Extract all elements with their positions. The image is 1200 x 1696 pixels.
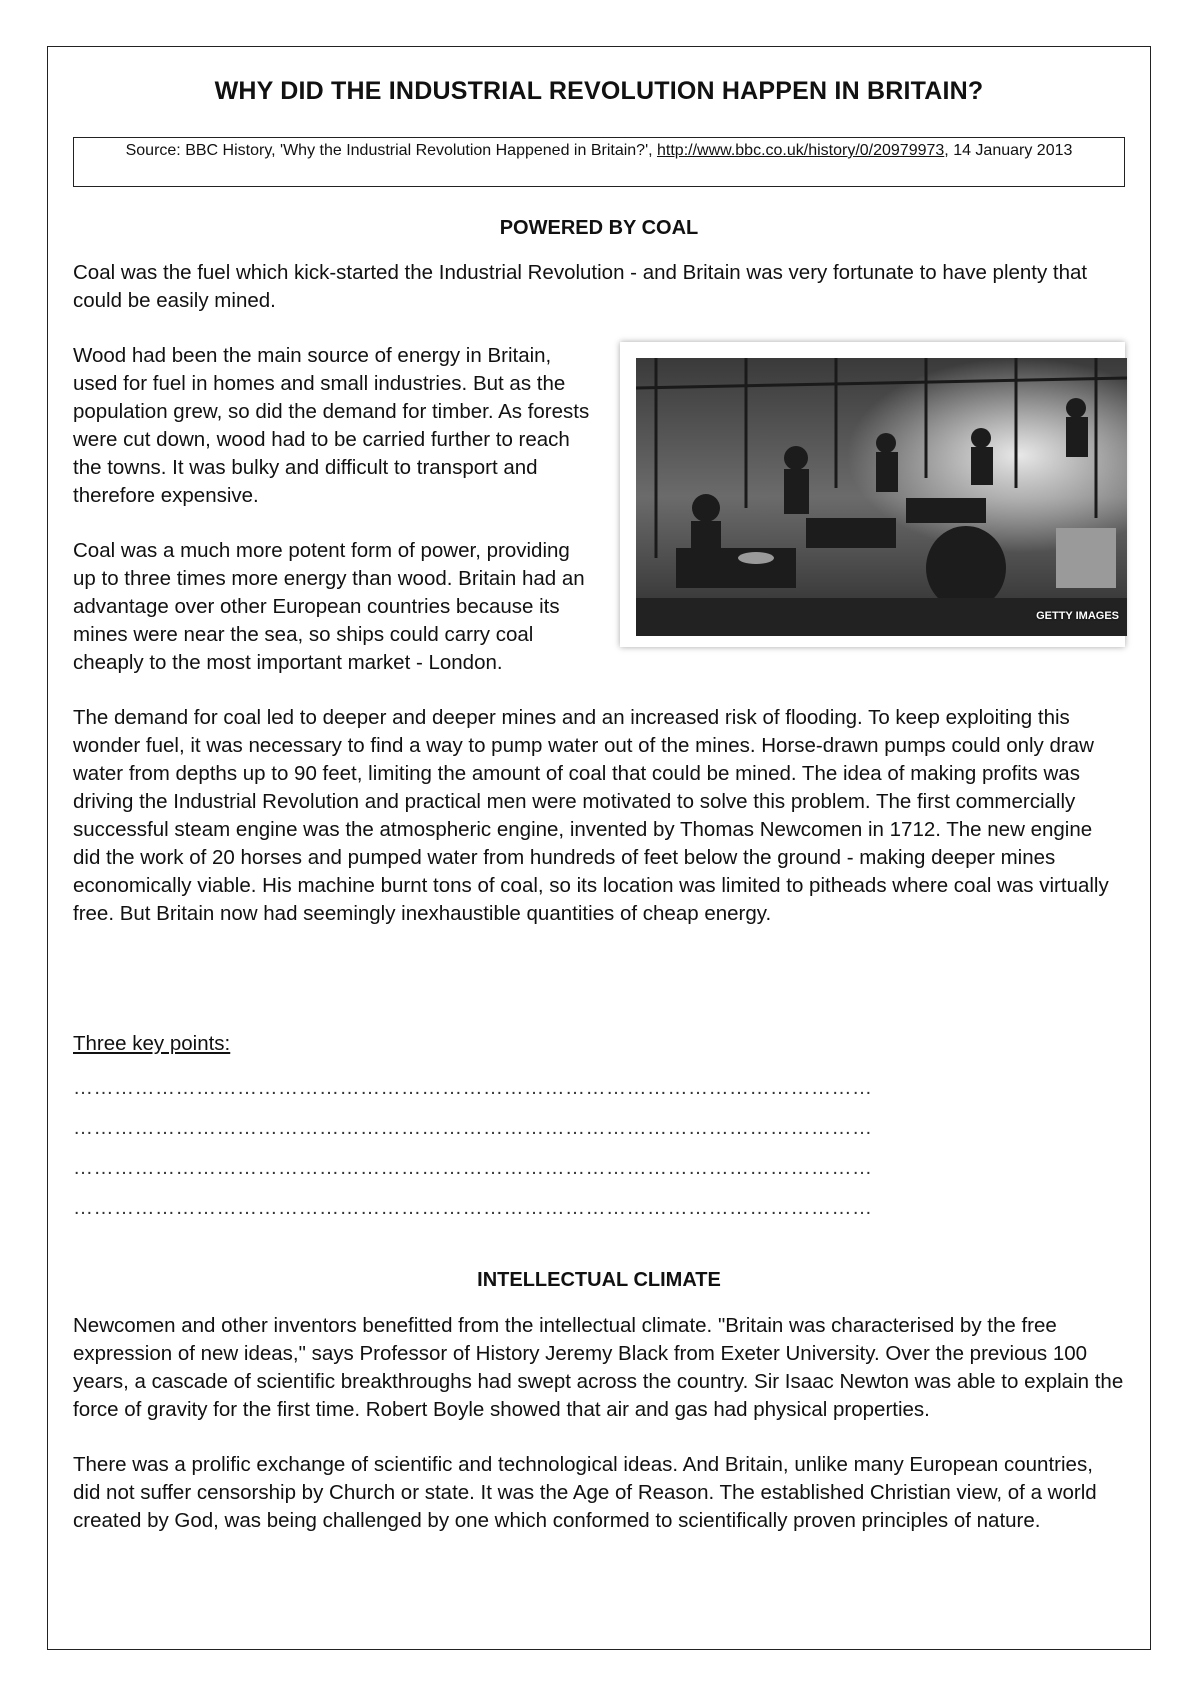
source-box: [73, 137, 1125, 187]
paragraph: Wood had been the main source of energy in Britain, used for fuel in homes and small industries. But as the population grew, so did the demand for timber. As forests were cut down, wood had to be carried further to reach the towns. It was bulky and difficult to transport and therefore expensive.: [73, 344, 590, 507]
paragraph: The demand for coal led to deeper and deeper mines and an increased risk of flooding. To keep exploiting this wonder fuel, it was necessary to find a way to pump water out of the mines. Horse-drawn pumps could only draw water from depths up to 90 feet, limiting the amount of coal that could be mined. The idea of making profits was driving the Industrial Revolution and practical men were motivated to solve this problem. The first commercially successful steam engine was the atmospheric engine, invented by Thomas Newcomen in 1712. The new engine did the work of 20 horses and pumped water from hundreds of feet below the ground - making deeper mines economically viable. His machine burnt tons of coal, so its location was limited to pitheads where coal was virtually free. But Britain now had seemingly inexhaustible quantities of cheap energy.: [73, 706, 1109, 925]
paragraph: Coal was the fuel which kick-started the Industrial Revolution - and Britain was very fortunate to have plenty that could be easily mined.: [73, 261, 1088, 312]
source-prefix: Source: BBC History, 'Why the Industrial Revolution Happened in Britain?',: [125, 142, 658, 159]
source-date: , 14 January 2013: [944, 142, 1073, 159]
section-heading-intellectual: INTELLECTUAL CLIMATE: [477, 1269, 721, 1291]
coal-section-body: [73, 259, 1125, 955]
workshop-illustration: [636, 358, 1127, 636]
intellectual-section-body: [73, 1312, 1125, 1562]
paragraph: There was a prolific exchange of scientific and technological ideas. And Britain, unlike many European countries, did not suffer censorship by Church or state. It was the Age of Reason. The established Christian view, of a world created by God, was being challenged by one which conformed to scientifically proven principles of nature.: [73, 1453, 1097, 1532]
worksheet-frame: [47, 46, 1151, 1650]
industrial-workshop-image: [620, 342, 1125, 647]
answer-line[interactable]: ………………………………………………………………………………………………………: [73, 1157, 873, 1179]
answer-line[interactable]: ………………………………………………………………………………………………………: [73, 1197, 873, 1219]
page-title: WHY DID THE INDUSTRIAL REVOLUTION HAPPEN IN BRITAIN?: [214, 77, 984, 105]
answer-line[interactable]: ………………………………………………………………………………………………………: [73, 1077, 873, 1099]
key-points-label: Three key points:: [73, 1032, 231, 1055]
source-link[interactable]: http://www.bbc.co.uk/history/0/20979973: [657, 142, 945, 159]
section-heading-coal: POWERED BY COAL: [499, 217, 699, 239]
image-credit: GETTY IMAGES: [1036, 610, 1119, 622]
workshop-photo: [636, 358, 1127, 636]
paragraph: Newcomen and other inventors benefitted from the intellectual climate. "Britain was characterised by the free expression of new ideas," says Professor of History Jeremy Black from Exeter University. Over the previous 100 years, a cascade of scientific breakthroughs had swept across the country. Sir Isaac Newton was able to explain the force of gravity for the first time. Robert Boyle showed that air and gas had physical properties.: [73, 1314, 1124, 1421]
paragraph: Coal was a much more potent form of power, providing up to three times more energy than wood. Britain had an advantage over other European countries because its mines were near the sea, so ships could carry coal cheaply to the most important market - London.: [73, 539, 585, 674]
answer-line[interactable]: ………………………………………………………………………………………………………: [73, 1117, 873, 1139]
